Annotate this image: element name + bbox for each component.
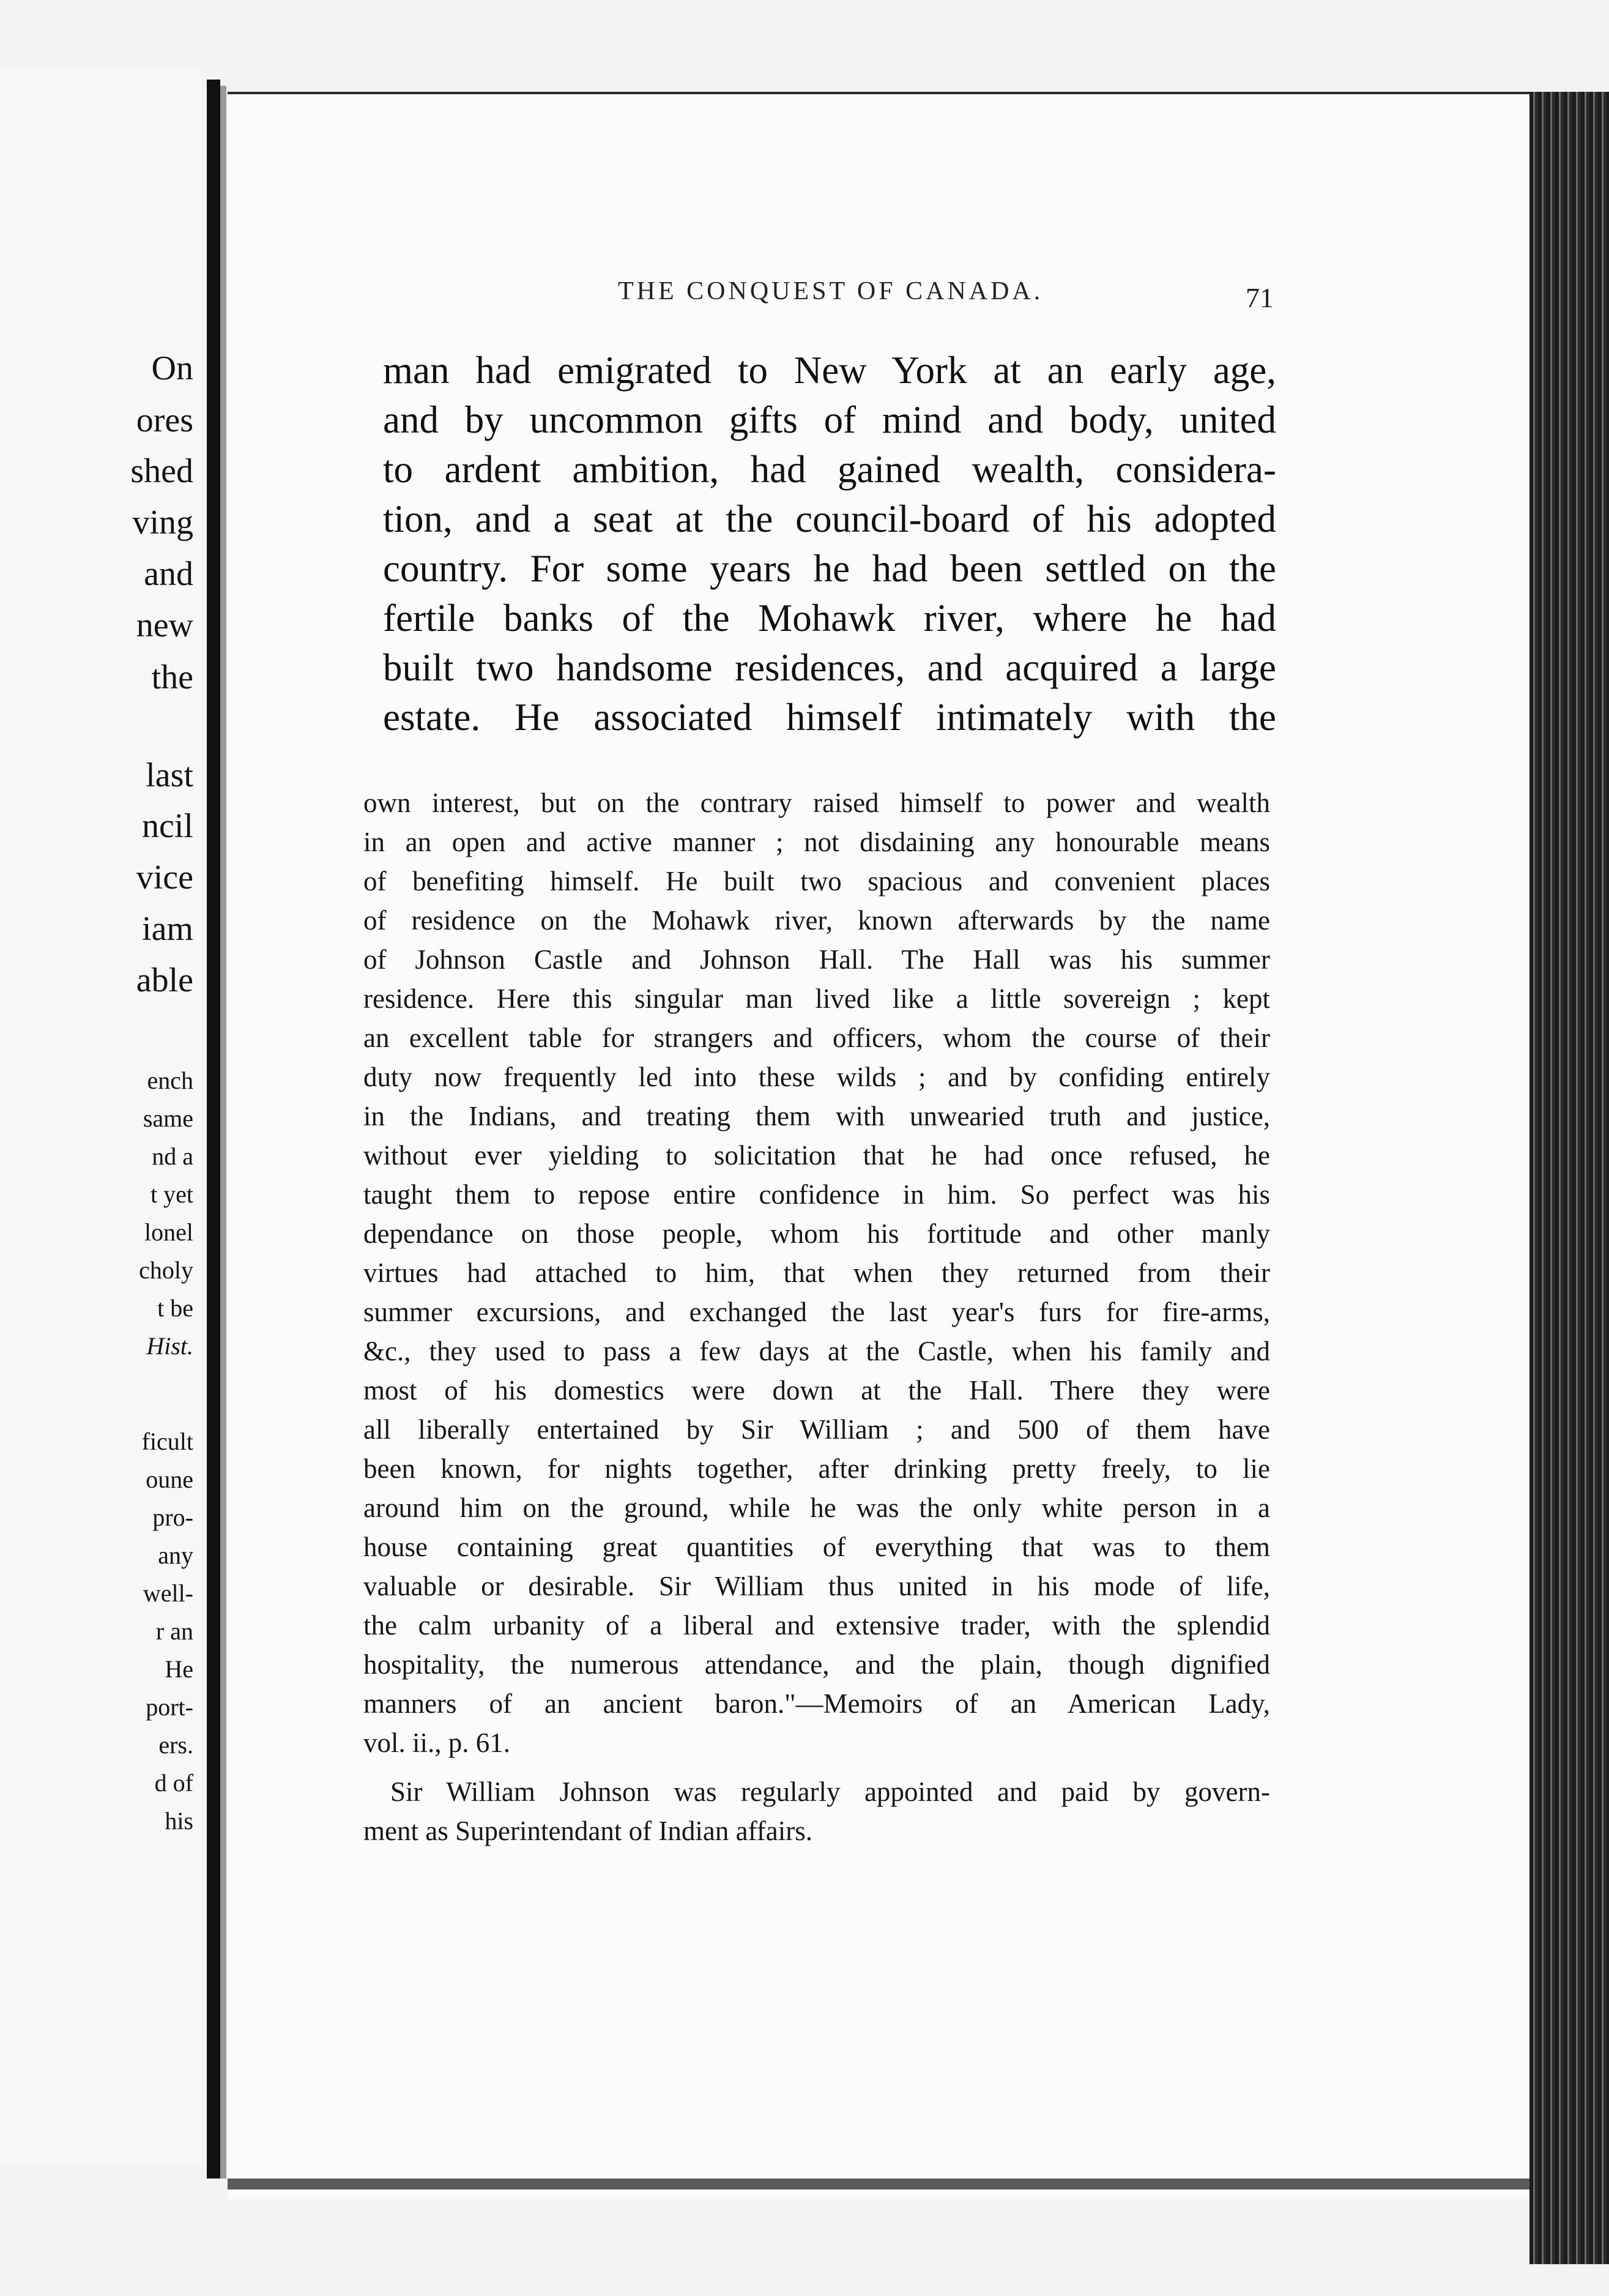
- left-page-line: d of: [154, 1769, 193, 1797]
- body-text-line: tion, and a seat at the council-board of his adopted: [383, 498, 1276, 540]
- body-text-line: built two handsome residences, and acquired a large: [383, 646, 1276, 689]
- left-page-line: pro-: [152, 1504, 193, 1531]
- page-bottom-edge: [228, 2179, 1543, 2190]
- footnote-line: summer excursions, and exchanged the last year's furs for fire-arms,: [363, 1297, 1270, 1327]
- left-page-line: t yet: [150, 1180, 193, 1208]
- left-page-line: He: [165, 1655, 193, 1683]
- left-page-line: iam: [142, 910, 193, 948]
- footnote-line: the calm urbanity of a liberal and extensive trader, with the splendid: [363, 1610, 1270, 1641]
- footnote-line: all liberally entertained by Sir William ; and 500 of them have: [363, 1414, 1270, 1445]
- left-page-line: new: [136, 606, 193, 644]
- footnote-line: house containing great quantities of everything that was to them: [363, 1532, 1270, 1562]
- footnote-line: around him on the ground, while he was the only white person in a: [363, 1493, 1270, 1523]
- left-page-line: ench: [147, 1067, 193, 1094]
- footnote-line: valuable or desirable. Sir William thus united in his mode of life,: [363, 1571, 1270, 1601]
- footnote-line: in the Indians, and treating them with unwearied truth and justice,: [363, 1101, 1270, 1131]
- footnote-line: manners of an ancient baron."—Memoirs of an American Lady,: [363, 1688, 1270, 1719]
- left-page-line: On: [151, 349, 193, 387]
- left-page-line: his: [165, 1807, 193, 1835]
- left-page-line: port-: [146, 1693, 193, 1721]
- footnote-line: ment as Superintendant of Indian affairs.: [363, 1816, 812, 1846]
- footnote-line: hospitality, the numerous attendance, and the plain, though dignified: [363, 1649, 1270, 1680]
- body-text-line: to ardent ambition, had gained wealth, considera-: [383, 448, 1276, 491]
- page-edges: [1529, 92, 1609, 2264]
- left-page-line: ores: [136, 401, 193, 439]
- footnote-line: Sir William Johnson was regularly appointed and paid by govern-: [390, 1776, 1270, 1807]
- left-page-line: ving: [132, 504, 193, 542]
- left-page-line: last: [146, 756, 193, 794]
- left-page-line: r an: [155, 1617, 193, 1645]
- footnote-line: of benefiting himself. He built two spacious and convenient places: [363, 866, 1270, 896]
- footnote-line: an excellent table for strangers and officers, whom the course of their: [363, 1023, 1270, 1053]
- left-page-line: ficult: [141, 1428, 193, 1455]
- left-page-line: Hist.: [146, 1332, 193, 1360]
- left-page-line: choly: [139, 1256, 193, 1284]
- left-page-line: ers.: [158, 1731, 193, 1759]
- body-text-line: country. For some years he had been settled on the: [383, 547, 1276, 590]
- left-page-line: oune: [146, 1466, 193, 1493]
- left-page-line: t be: [157, 1294, 193, 1322]
- body-text-line: fertile banks of the Mohawk river, where he had: [383, 597, 1276, 639]
- facing-page-fragment: [0, 67, 202, 2166]
- body-text-line: estate. He associated himself intimately with the: [383, 696, 1276, 739]
- footnote-line: vol. ii., p. 61.: [363, 1728, 511, 1758]
- footnote-line: dependance on those people, whom his fortitude and other manly: [363, 1218, 1270, 1249]
- footnote-line: most of his domestics were down at the Hall. There they were: [363, 1375, 1270, 1406]
- footnote-line: own interest, but on the contrary raised himself to power and wealth: [363, 788, 1270, 818]
- left-page-line: and: [144, 555, 193, 593]
- left-page-line: any: [158, 1541, 193, 1569]
- book-gutter-shadow: [220, 86, 226, 2179]
- footnote-line: of Johnson Castle and Johnson Hall. The Hall was his summer: [363, 944, 1270, 975]
- body-text-line: man had emigrated to New York at an early age,: [383, 349, 1276, 392]
- footnote-line: residence. Here this singular man lived like a little sovereign ; kept: [363, 983, 1270, 1014]
- left-page-line: well-: [143, 1579, 193, 1607]
- body-text-line: and by uncommon gifts of mind and body, united: [383, 398, 1276, 441]
- footnote-line: virtues had attached to him, that when they returned from their: [363, 1258, 1270, 1288]
- left-page-line: the: [151, 658, 193, 696]
- left-page-line: shed: [130, 452, 193, 490]
- left-page-line: lonel: [144, 1218, 193, 1246]
- footnote-line: &c., they used to pass a few days at the Castle, when his family and: [363, 1336, 1270, 1366]
- left-page-line: vice: [136, 859, 193, 896]
- footnote-line: in an open and active manner ; not disdaining any honourable means: [363, 827, 1270, 857]
- running-head: THE CONQUEST OF CANADA.: [618, 277, 1044, 305]
- left-page-line: able: [136, 961, 193, 999]
- left-page-line: ncil: [142, 807, 193, 845]
- footnote-line: duty now frequently led into these wilds ; and by confiding entirely: [363, 1062, 1270, 1092]
- book-gutter: [207, 80, 220, 2179]
- footnote-line: taught them to repose entire confidence in him. So perfect was his: [363, 1179, 1270, 1210]
- left-page-line: nd a: [152, 1142, 193, 1170]
- footnote-line: without ever yielding to solicitation that he had once refused, he: [363, 1140, 1270, 1171]
- footnote-line: been known, for nights together, after drinking pretty freely, to lie: [363, 1453, 1270, 1484]
- left-page-line: same: [143, 1105, 193, 1132]
- footnote-line: of residence on the Mohawk river, known afterwards by the name: [363, 905, 1270, 936]
- page-number: 71: [1246, 282, 1274, 313]
